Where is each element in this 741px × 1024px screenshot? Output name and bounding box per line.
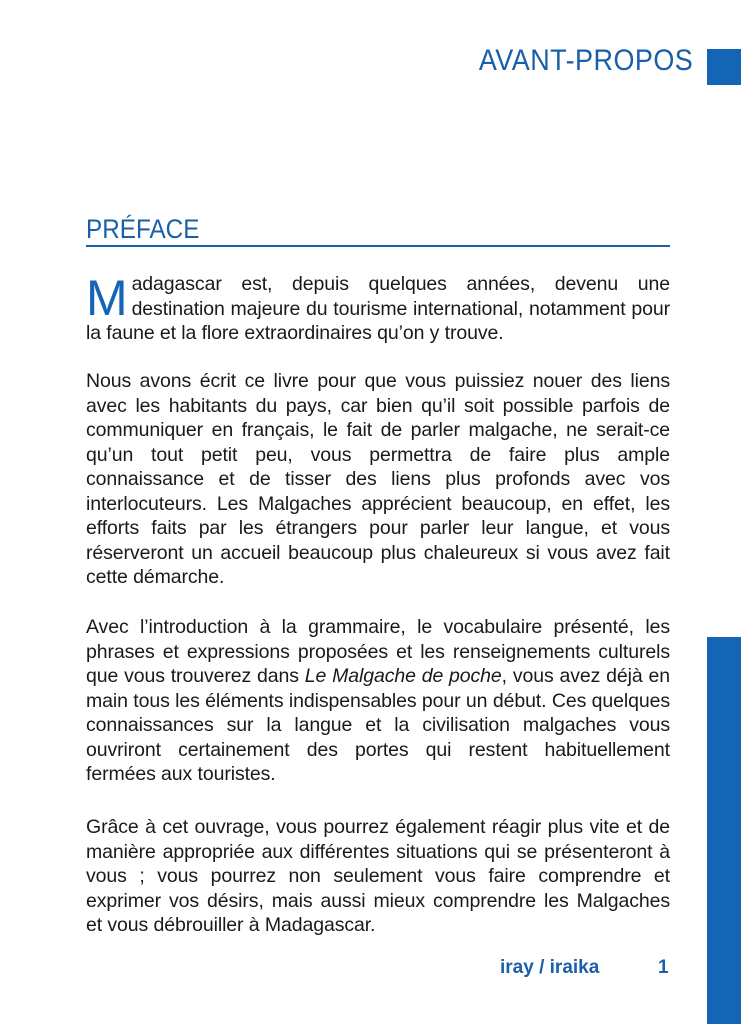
page-edge-tab bbox=[707, 637, 741, 1024]
page-number: 1 bbox=[658, 957, 669, 978]
drop-cap: M bbox=[86, 270, 128, 326]
book-title: Le Malgache de poche bbox=[304, 665, 502, 687]
footer-label: iray / iraika bbox=[500, 957, 600, 978]
section-divider bbox=[86, 245, 670, 247]
paragraph-1-text: adagascar est, depuis quelques années, devenu une destination majeure du tourisme international, notamment pour la faune et la flore extraordinaires qu’on y trouve. bbox=[86, 273, 670, 344]
paragraph-1 bbox=[86, 272, 670, 346]
chapter-title: AVANT-PROPOS bbox=[478, 44, 693, 77]
paragraph-2: Nous avons écrit ce livre pour que vous puissiez nouer des liens avec les habitants du pays, car bien qu’il soit possible parfois de communiquer en français, le fait de parler malgache, ne serait-ce qu’un tout petit peu, vous permettra de faire plus ample connaissance et de tisser des liens plus profonds avec vos interlocuteurs. Les Malgaches apprécient beaucoup, en effet, les efforts faits par les étrangers pour parler leur langue, et vous réserveront un accueil beaucoup plus chaleureux si vous avez fait cette démarche. bbox=[86, 370, 670, 588]
paragraph-3 bbox=[86, 615, 670, 787]
chapter-tab-marker bbox=[707, 49, 741, 85]
paragraph-3-text-end: , vous avez déjà en main tous les éléments indispensables pour un début. Ces quelques connaissances sur la langue et la civilisation malgaches vous ouvriront certainement des portes qui restent habituellement fermées aux touristes. bbox=[86, 665, 670, 785]
paragraph-4: Grâce à cet ouvrage, vous pourrez également réagir plus vite et de manière appropriée aux différentes situations qui se présenteront à vous ; vous pourrez non seulement vous faire comprendre et exprimer vos désirs, mais aussi mieux comprendre les Malgaches et vous débrouiller à Madagascar. bbox=[86, 816, 670, 936]
section-title: PRÉFACE bbox=[86, 214, 200, 244]
paragraph-3-text-start: Avec l’introduction à la grammaire, le vocabulaire présenté, les phrases et expressions proposées et les renseignements culturels que vous trouverez dans bbox=[86, 616, 670, 687]
